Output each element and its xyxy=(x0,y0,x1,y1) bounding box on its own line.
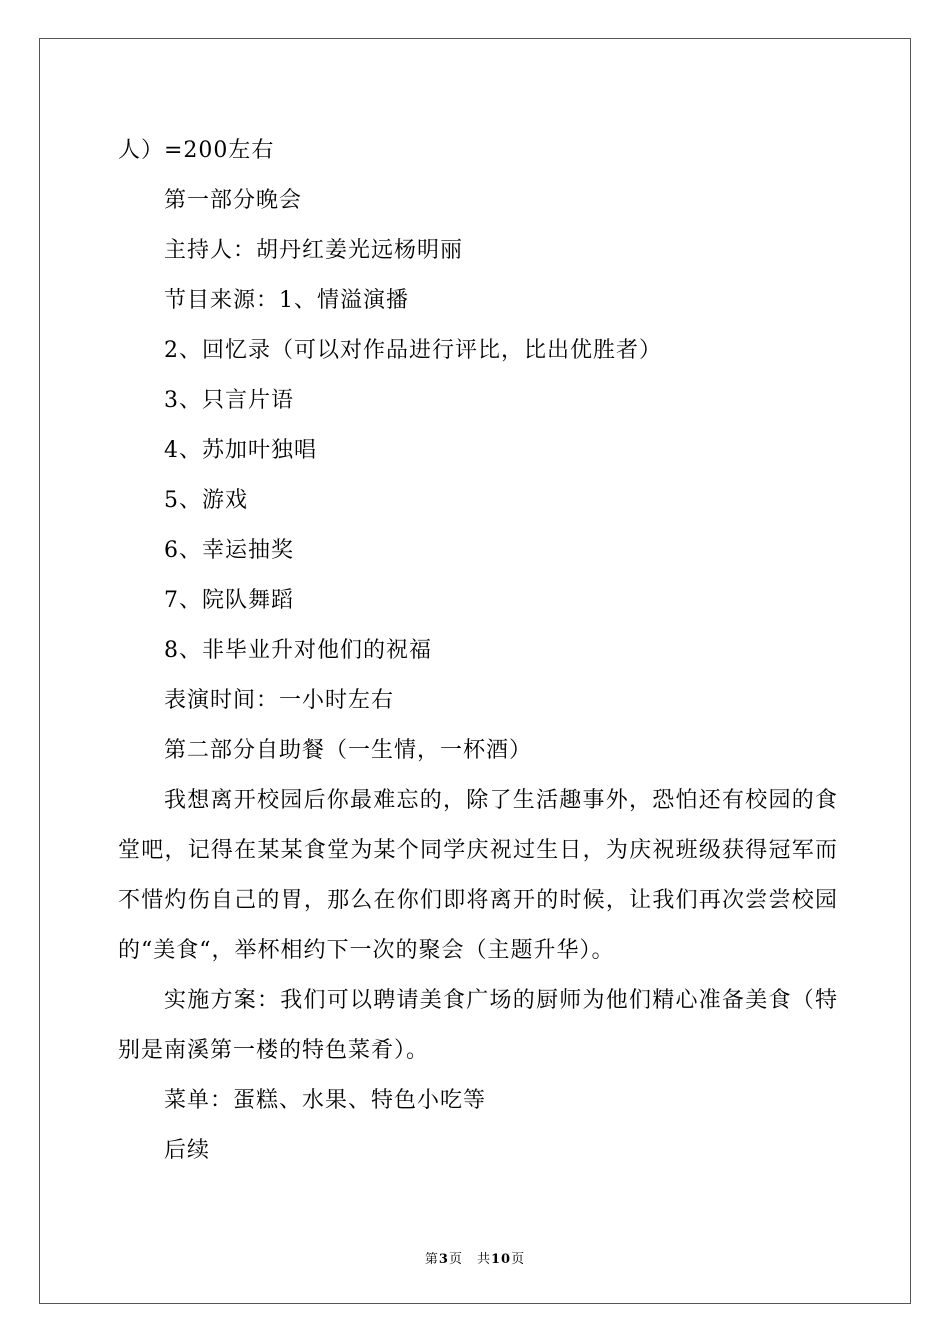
section-heading-buffet: 第二部分自助餐（一生情，一杯酒） xyxy=(164,738,533,763)
program-item: 8、非毕业升对他们的祝福 xyxy=(164,638,432,663)
total-prefix: 共 xyxy=(476,1252,491,1267)
page-prefix: 第 xyxy=(424,1252,439,1267)
program-item: 5、游戏 xyxy=(164,488,248,513)
menu-line: 菜单：蛋糕、水果、特色小吃等 xyxy=(164,1088,487,1113)
program-item: 2、回忆录（可以对作品进行评比，比出优胜者） xyxy=(164,338,662,363)
page-total: 10 xyxy=(490,1252,512,1267)
follow-up-heading: 后续 xyxy=(164,1138,211,1163)
program-item: 3、只言片语 xyxy=(164,388,294,413)
paragraph-implementation-plan: 实施方案：我们可以聘请美食广场的厨师为他们精心准备美食（特别是南溪第一楼的特色菜肴）。 xyxy=(118,988,838,1063)
hosts-line: 主持人：胡丹红姜光远杨明丽 xyxy=(164,238,464,263)
section-heading-evening: 第一部分晚会 xyxy=(164,188,303,213)
page-current: 3 xyxy=(438,1252,449,1267)
program-item: 7、院队舞蹈 xyxy=(164,588,294,613)
program-item: 6、幸运抽奖 xyxy=(164,538,294,563)
paragraph-canteen-memories: 我想离开校园后你最难忘的，除了生活趣事外，恐怕还有校园的食堂吧，记得在某某食堂为某个同学庆祝过生日，为庆祝班级获得冠军而不惜灼伤自己的胃，那么在你们即将离开的时候，让我们再次尝尝校园的“美食“，举杯相约下一次的聚会（主题升华）。 xyxy=(118,788,838,963)
page-suffix: 页 xyxy=(448,1252,463,1267)
program-source-line: 节目来源：1、情溢演播 xyxy=(164,288,409,313)
document-body xyxy=(118,126,838,1176)
text-line: 人）=200左右 xyxy=(118,138,275,163)
page-footer xyxy=(0,1248,950,1267)
program-item: 4、苏加叶独唱 xyxy=(164,438,317,463)
total-suffix: 页 xyxy=(511,1252,526,1267)
performance-time-line: 表演时间：一小时左右 xyxy=(164,688,395,713)
